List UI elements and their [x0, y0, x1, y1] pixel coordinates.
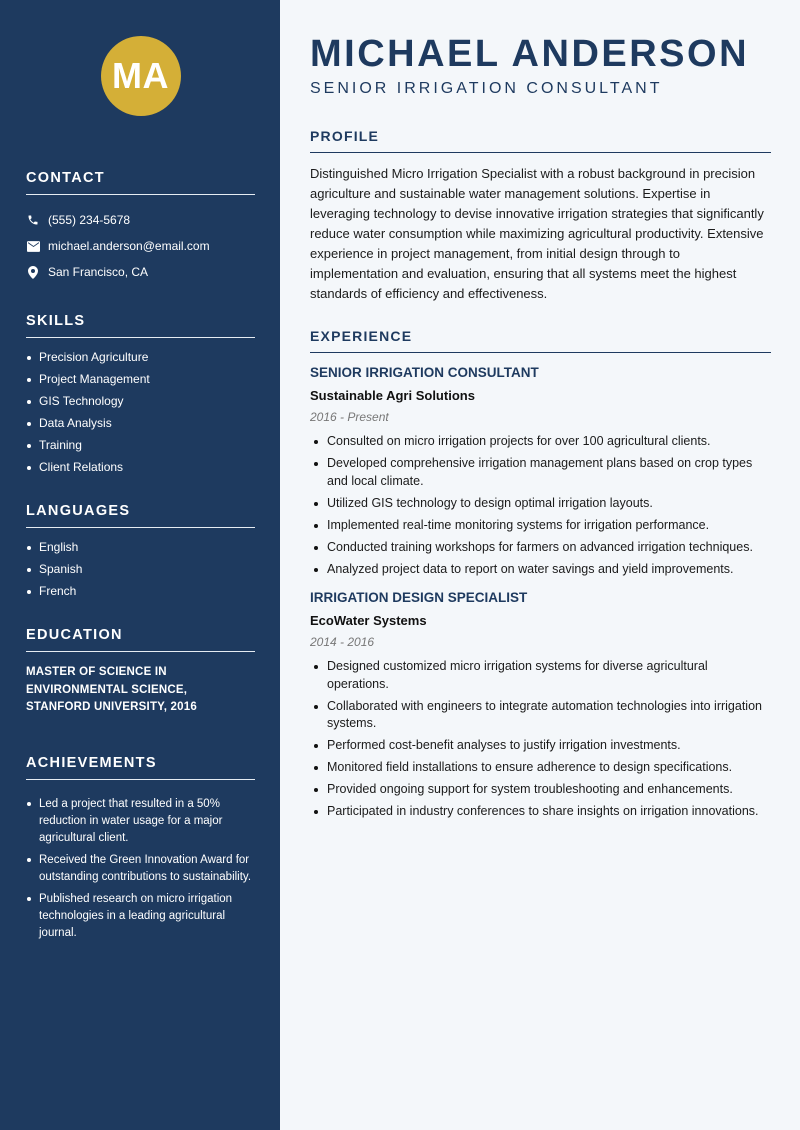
job-bullet: Participated in industry conferences to share insights on irrigation innovations. [310, 803, 771, 821]
job-bullet: Monitored field installations to ensure adherence to design specifications. [310, 759, 771, 777]
job-dates: 2016 - Present [310, 410, 389, 424]
job-title: SENIOR IRRIGATION CONSULTANT [310, 365, 539, 380]
job-bullet: Developed comprehensive irrigation management plans based on crop types and local climate. [310, 455, 771, 490]
contact-email-text[interactable]: michael.anderson@email.com [48, 239, 210, 253]
skills-heading: SKILLS [26, 313, 255, 338]
skills-list [26, 350, 255, 475]
job-bullet: Collaborated with engineers to integrate automation technologies into irrigation systems. [310, 698, 771, 733]
avatar [101, 36, 181, 116]
education-entry: MASTER OF SCIENCE IN ENVIRONMENTAL SCIENCE, STANFORD UNIVERSITY, 2016 [26, 666, 197, 713]
job-bullet: Consulted on micro irrigation projects for over 100 agricultural clients. [310, 433, 771, 451]
contact-location-text: San Francisco, CA [48, 265, 149, 279]
skill-item: Project Management [26, 372, 255, 387]
contact-location [26, 259, 255, 285]
contact-phone [26, 207, 255, 233]
contact-phone-text[interactable]: (555) 234-5678 [48, 213, 131, 227]
job-bullet: Utilized GIS technology to design optimal irrigation layouts. [310, 495, 771, 513]
phone-icon [26, 213, 40, 227]
job-entry [310, 365, 771, 578]
languages-list [26, 540, 255, 599]
profile-heading: PROFILE [310, 128, 771, 153]
profile-section [310, 128, 771, 304]
achievements-list [26, 796, 255, 942]
achievements-heading: ACHIEVEMENTS [26, 755, 255, 780]
language-item: English [26, 540, 255, 555]
job-bullet: Analyzed project data to report on water savings and yield improvements. [310, 561, 771, 579]
email-icon [26, 239, 40, 253]
achievements-section [26, 755, 255, 942]
job-entry [310, 590, 771, 821]
skill-item: Client Relations [26, 460, 255, 475]
languages-section [26, 503, 255, 599]
skill-item: GIS Technology [26, 394, 255, 409]
job-bullet: Implemented real-time monitoring systems for irrigation performance. [310, 517, 771, 535]
contact-email [26, 233, 255, 259]
location-pin-icon [26, 265, 40, 279]
skill-item: Data Analysis [26, 416, 255, 431]
job-bullet: Performed cost-benefit analyses to justify irrigation investments. [310, 737, 771, 755]
education-heading: EDUCATION [26, 627, 255, 652]
job-title: IRRIGATION DESIGN SPECIALIST [310, 590, 528, 605]
job-bullet: Provided ongoing support for system troubleshooting and enhancements. [310, 781, 771, 799]
job-bullets [310, 433, 771, 578]
education-section [26, 627, 255, 717]
candidate-name: MICHAEL ANDERSON [310, 33, 750, 75]
job-bullet: Conducted training workshops for farmers on advanced irrigation techniques. [310, 539, 771, 557]
job-company: EcoWater Systems [310, 613, 427, 628]
profile-text: Distinguished Micro Irrigation Specialist with a robust background in precision agriculture and sustainable water management solutions. Expertise in leveraging technology to devise innovative irrigation strategies that significantly reduce water consumption while maximizing agricultural productivity. Extensive experience in project management, from initial design through to implementation and evaluation, ensuring that all systems meet the highest standards of efficiency and effectiveness. [310, 166, 764, 301]
job-bullets [310, 658, 771, 821]
candidate-title: SENIOR IRRIGATION CONSULTANT [310, 80, 663, 97]
skill-item: Training [26, 438, 255, 453]
skill-item: Precision Agriculture [26, 350, 255, 365]
main-content [280, 0, 800, 1130]
job-bullet: Designed customized micro irrigation systems for diverse agricultural operations. [310, 658, 771, 693]
languages-heading: LANGUAGES [26, 503, 255, 528]
achievement-item: Received the Green Innovation Award for outstanding contributions to sustainability. [26, 852, 255, 886]
avatar-initials: MA [112, 55, 169, 96]
job-company: Sustainable Agri Solutions [310, 388, 475, 403]
experience-section [310, 328, 771, 821]
skills-section [26, 313, 255, 475]
sidebar [0, 0, 280, 1130]
language-item: Spanish [26, 562, 255, 577]
job-dates: 2014 - 2016 [310, 635, 375, 649]
contact-heading: CONTACT [26, 170, 255, 195]
contact-section [26, 170, 255, 285]
experience-heading: EXPERIENCE [310, 328, 771, 353]
achievement-item: Published research on micro irrigation technologies in a leading agricultural journal. [26, 891, 255, 942]
language-item: French [26, 584, 255, 599]
achievement-item: Led a project that resulted in a 50% reduction in water usage for a major agricultural client. [26, 796, 255, 847]
